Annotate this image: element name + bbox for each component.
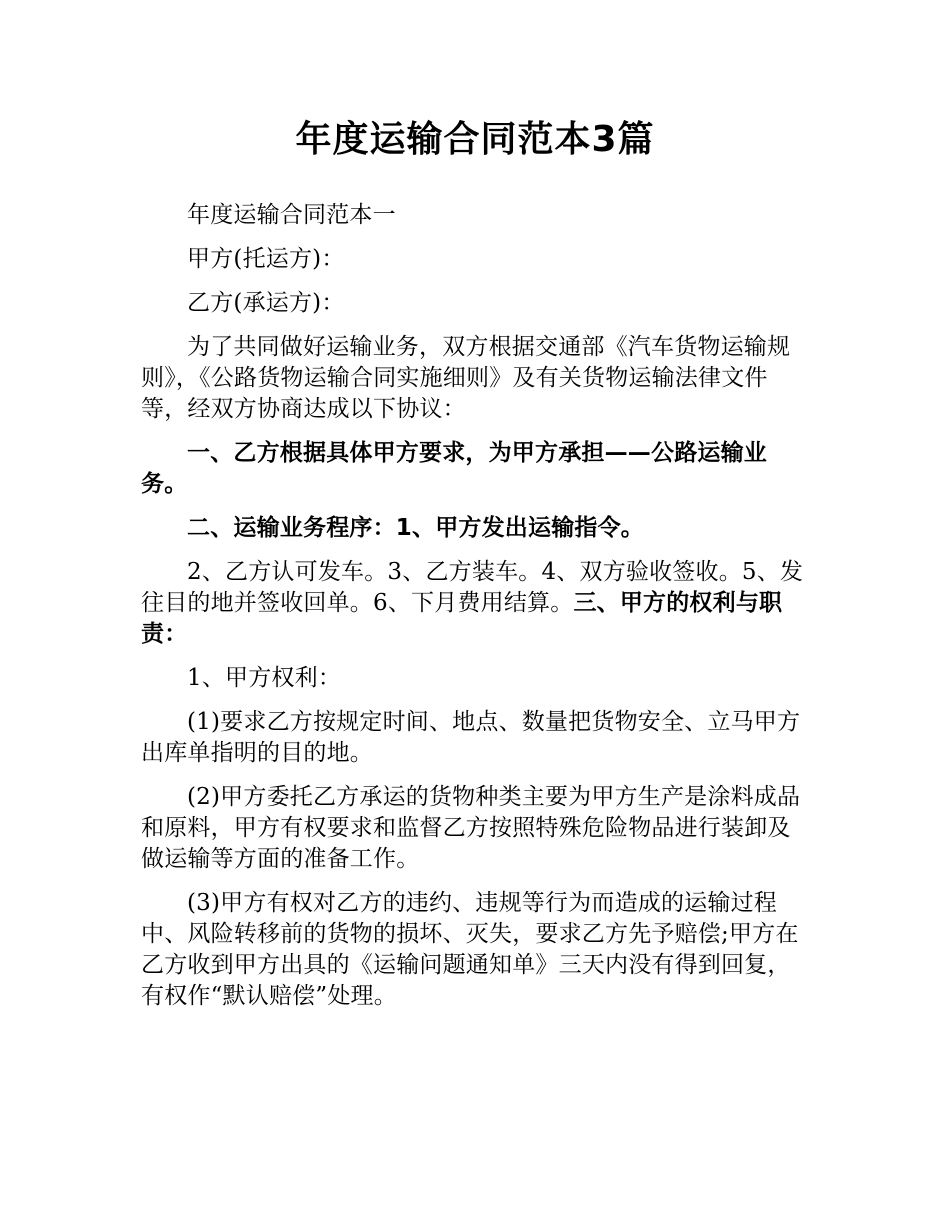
clause-2-heading: 二、运输业务程序：1、甲方发出运输指令。 [187,515,645,541]
preamble-paragraph: 为了共同做好运输业务，双方根据交通部《汽车货物运输规则》，《公路货物运输合同实施细则》及有关货物运输法律文件等，经双方协商达成以下协议： [141,334,791,422]
right-item-2: (2)甲方委托乙方承运的货物种类主要为甲方生产是涂料成品和原料，甲方有权要求和监督乙方按照特殊危险物品进行装卸及做运输等方面的准备工作。 [141,784,801,872]
right-item-1: (1)要求乙方按规定时间、地点、数量把货物安全、立马甲方出库单指明的目的地。 [141,709,801,766]
clause-3-heading: 三、甲方的权利与职责： [141,590,783,647]
party-a-rights-heading: 1、甲方权利： [187,665,342,691]
party-b-line: 乙方(承运方)： [187,290,345,316]
document-body [141,200,811,1025]
clause-1-heading: 一、乙方根据具体甲方要求，为甲方承担——公路运输业务。 [141,440,767,497]
procedure-steps: 2、乙方认可发车。3、乙方装车。4、双方验收签收。5、发往目的地并签收回单。6、下月费用结算。 [141,559,804,616]
document-title: 年度运输合同范本3篇 [295,119,655,160]
procedure-paragraph [141,557,811,650]
contract-heading: 年度运输合同范本一 [187,202,396,228]
right-item-3: (3)甲方有权对乙方的违约、违规等行为而造成的运输过程中、风险转移前的货物的损坏、灭失，要求乙方先予赔偿;甲方在乙方收到甲方出具的《运输问题通知单》三天内没有得到回复，有权作“默认赔偿”处理。 [141,890,799,1009]
party-a-line: 甲方(托运方)： [187,246,345,272]
